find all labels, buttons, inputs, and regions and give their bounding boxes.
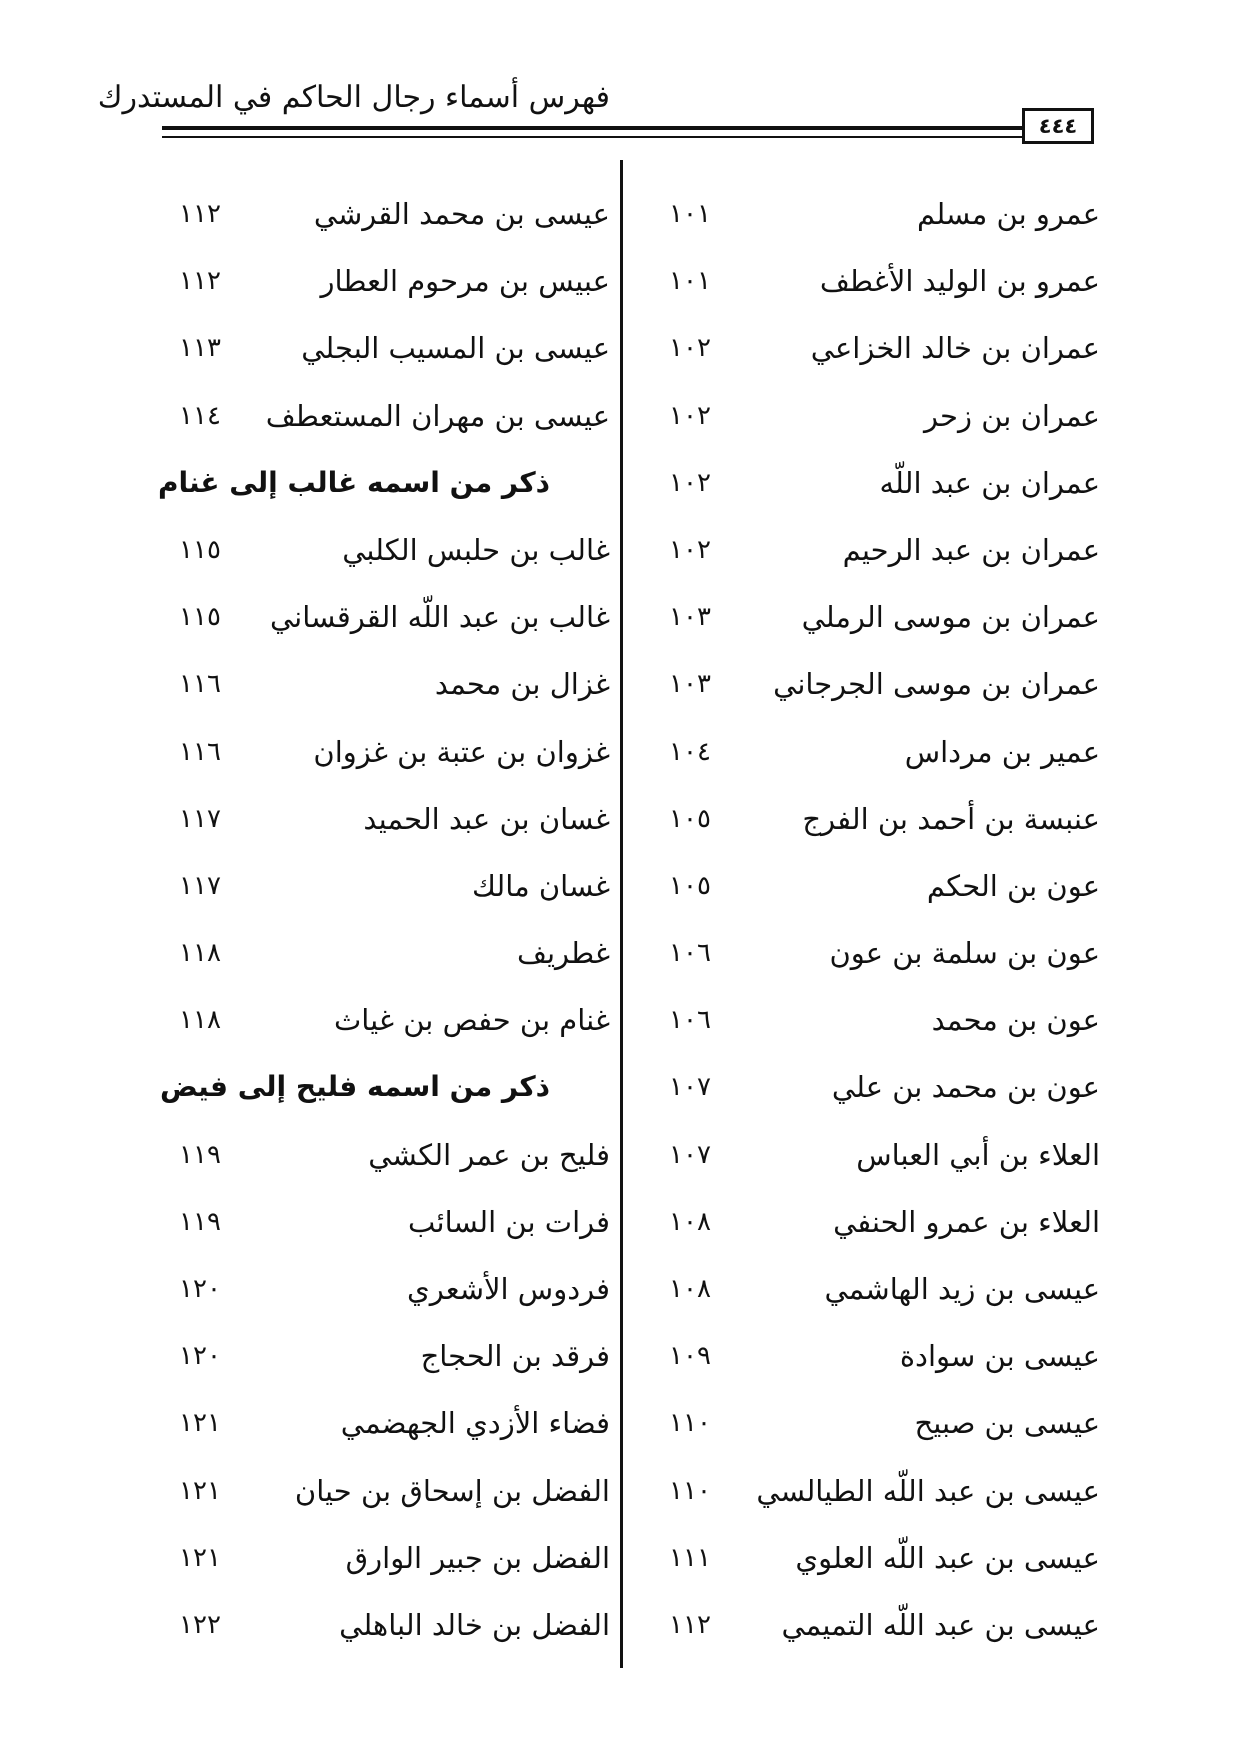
entry-name: عيسى بن محمد القرشي — [313, 197, 610, 231]
entry-page-number: ١١٨ — [179, 1005, 221, 1036]
entry-page-number: ١٠٦ — [669, 938, 711, 969]
entry-name: فرقد بن الحجاج — [420, 1339, 610, 1374]
entry-name: عمران بن عبد اللّه — [879, 465, 1100, 500]
entry-page-number: ١٢٠ — [179, 1341, 221, 1372]
entry-name: غزال بن محمد — [434, 667, 610, 702]
entry-name: غزوان بن عتبة بن غزوان — [313, 734, 610, 769]
entry-name: عمير بن مرداس — [904, 734, 1100, 769]
entry-name: غسان بن عبد الحميد — [363, 801, 610, 836]
entry-page-number: ١٢١ — [179, 1408, 221, 1439]
entry-name: عمرو بن مسلم — [917, 197, 1100, 231]
index-entry — [640, 386, 1100, 453]
index-entry — [640, 520, 1100, 587]
entry-page-number: ١٠٨ — [669, 1274, 711, 1304]
entry-page-number: ١١٧ — [179, 870, 221, 901]
index-entry — [640, 1192, 1100, 1259]
index-entry — [150, 856, 610, 923]
index-entry — [150, 587, 610, 654]
entry-name: عون بن محمد — [931, 1003, 1100, 1038]
index-entry — [150, 1461, 610, 1528]
entry-name: غالب بن عبد اللّه القرقساني — [269, 600, 610, 635]
index-entry — [640, 184, 1100, 251]
index-entry — [640, 722, 1100, 789]
entry-page-number: ١٠٢ — [669, 333, 711, 364]
section-heading — [150, 453, 610, 520]
entry-page-number: ١٢٠ — [179, 1274, 221, 1304]
entry-page-number: ١٠٧ — [669, 1139, 711, 1170]
entry-page-number: ١٠٥ — [669, 803, 711, 834]
entry-page-number: ١٢١ — [179, 1475, 221, 1506]
entry-page-number: ١٠١ — [669, 266, 711, 297]
index-entry — [150, 1326, 610, 1393]
section-heading-text: ذكر من اسمه فليح إلى فيض — [159, 1070, 550, 1104]
index-entry — [150, 386, 610, 453]
entry-name: العلاء بن عمرو الحنفي — [833, 1204, 1100, 1239]
index-entry — [150, 1259, 610, 1326]
index-entry — [640, 1595, 1100, 1662]
entry-page-number: ١١٠ — [669, 1408, 711, 1439]
index-column-right — [640, 184, 1100, 1662]
index-entry — [640, 990, 1100, 1057]
entry-name: عيسى بن عبد اللّه التميمي — [781, 1607, 1100, 1642]
entry-name: الفضل بن جبير الوارق — [345, 1540, 610, 1575]
entry-name: الفضل بن خالد الباهلي — [339, 1607, 610, 1642]
entry-page-number: ١٠٣ — [669, 602, 711, 633]
entry-page-number: ١٠٣ — [669, 669, 711, 700]
entry-page-number: ١١٢ — [669, 1609, 711, 1640]
header-rule-thin — [162, 136, 1022, 138]
running-title: فهرس أسماء رجال الحاكم في المستدرك — [97, 80, 610, 115]
index-entry — [640, 1326, 1100, 1393]
entry-name: عون بن الحكم — [926, 868, 1100, 903]
entry-page-number: ١١٥ — [179, 534, 221, 565]
entry-page-number: ١٠٧ — [669, 1072, 711, 1103]
index-entry — [150, 184, 610, 251]
section-heading-text: ذكر من اسمه غالب إلى غنام — [157, 465, 550, 499]
section-heading — [150, 1057, 610, 1124]
entry-page-number: ١٠٤ — [669, 736, 711, 767]
entry-name: عمران بن موسى الرملي — [801, 600, 1100, 635]
entry-name: فرات بن السائب — [408, 1204, 610, 1239]
index-entry — [150, 923, 610, 990]
entry-name: فليح بن عمر الكشي — [368, 1137, 610, 1172]
entry-page-number: ١١٩ — [179, 1139, 221, 1170]
index-entry — [640, 453, 1100, 520]
entry-name: عمرو بن الوليد الأغطف — [819, 264, 1100, 299]
index-entry — [640, 1057, 1100, 1124]
entry-name: عيسى بن عبد اللّه الطيالسي — [756, 1473, 1100, 1508]
entry-page-number: ١١٧ — [179, 803, 221, 834]
entry-page-number: ١١٠ — [669, 1475, 711, 1506]
index-entry — [150, 1393, 610, 1460]
entry-page-number: ١١١ — [669, 1542, 711, 1573]
entry-page-number: ١٠٦ — [669, 1005, 711, 1036]
index-entry — [640, 1259, 1100, 1326]
entry-name: الفضل بن إسحاق بن حيان — [294, 1473, 610, 1508]
entry-name: غطريف — [516, 936, 610, 971]
index-entry — [640, 789, 1100, 856]
entry-page-number: ١١٥ — [179, 602, 221, 633]
entry-page-number: ١١٦ — [179, 669, 221, 700]
index-entry — [640, 654, 1100, 721]
index-entry — [150, 1528, 610, 1595]
index-entry — [640, 923, 1100, 990]
entry-name: عيسى بن سوادة — [899, 1339, 1100, 1374]
index-entry — [640, 856, 1100, 923]
entry-page-number: ١٠٨ — [669, 1206, 711, 1237]
entry-page-number: ١١٤ — [179, 400, 221, 431]
entry-page-number: ١٠١ — [669, 199, 711, 229]
column-divider — [620, 160, 623, 1668]
entry-name: العلاء بن أبي العباس — [856, 1137, 1100, 1172]
index-entry — [640, 1461, 1100, 1528]
header-rule-thick — [162, 126, 1022, 130]
index-entry — [640, 318, 1100, 385]
index-column-left — [150, 184, 610, 1662]
index-entry — [150, 1125, 610, 1192]
entry-name: عمران بن خالد الخزاعي — [810, 331, 1100, 366]
entry-name: فردوس الأشعري — [407, 1272, 610, 1306]
index-entry — [640, 1393, 1100, 1460]
entry-name: عون بن محمد بن علي — [831, 1070, 1100, 1105]
entry-name: عبيس بن مرحوم العطار — [320, 264, 610, 299]
index-entry — [150, 1192, 610, 1259]
index-entry — [150, 1595, 610, 1662]
index-entry — [150, 654, 610, 721]
entry-name: عمران بن موسى الجرجاني — [773, 667, 1100, 702]
index-entry — [150, 990, 610, 1057]
entry-name: عيسى بن عبد اللّه العلوي — [795, 1540, 1100, 1575]
entry-name: غسان مالك — [471, 868, 610, 903]
entry-page-number: ١٠٩ — [669, 1341, 711, 1372]
entry-name: عيسى بن المسيب البجلي — [301, 331, 610, 366]
page-number-box: ٤٤٤ — [1022, 108, 1094, 144]
index-entry — [640, 251, 1100, 318]
entry-name: فضاء الأزدي الجهضمي — [340, 1406, 610, 1441]
entry-page-number: ١١٢ — [179, 266, 221, 297]
entry-page-number: ١٢١ — [179, 1542, 221, 1573]
entry-page-number: ١٢٢ — [179, 1609, 221, 1640]
entry-page-number: ١٠٢ — [669, 467, 711, 498]
entry-name: غالب بن حلبس الكلبي — [342, 532, 610, 567]
entry-page-number: ١١٩ — [179, 1206, 221, 1237]
index-entry — [150, 520, 610, 587]
entry-name: عون بن سلمة بن عون — [829, 936, 1100, 971]
index-entry — [640, 1125, 1100, 1192]
index-entry — [640, 587, 1100, 654]
index-entry — [150, 318, 610, 385]
entry-name: عنبسة بن أحمد بن الفرج — [802, 801, 1100, 836]
entry-name: عمران بن زحر — [924, 398, 1100, 433]
entry-name: عمران بن عبد الرحيم — [842, 532, 1100, 567]
entry-page-number: ١١٨ — [179, 938, 221, 969]
entry-page-number: ١١٦ — [179, 736, 221, 767]
index-entry — [640, 1528, 1100, 1595]
entry-name: عيسى بن صبيح — [914, 1406, 1100, 1441]
entry-name: غنام بن حفص بن غياث — [333, 1003, 610, 1038]
index-entry — [150, 722, 610, 789]
index-entry — [150, 789, 610, 856]
index-entry — [150, 251, 610, 318]
entry-page-number: ١٠٢ — [669, 400, 711, 431]
entry-page-number: ١٠٥ — [669, 870, 711, 901]
entry-page-number: ١١٢ — [179, 199, 221, 229]
entry-page-number: ١٠٢ — [669, 534, 711, 565]
entry-page-number: ١١٣ — [179, 333, 221, 364]
entry-name: عيسى بن مهران المستعطف — [265, 398, 610, 433]
entry-name: عيسى بن زيد الهاشمي — [824, 1272, 1100, 1306]
